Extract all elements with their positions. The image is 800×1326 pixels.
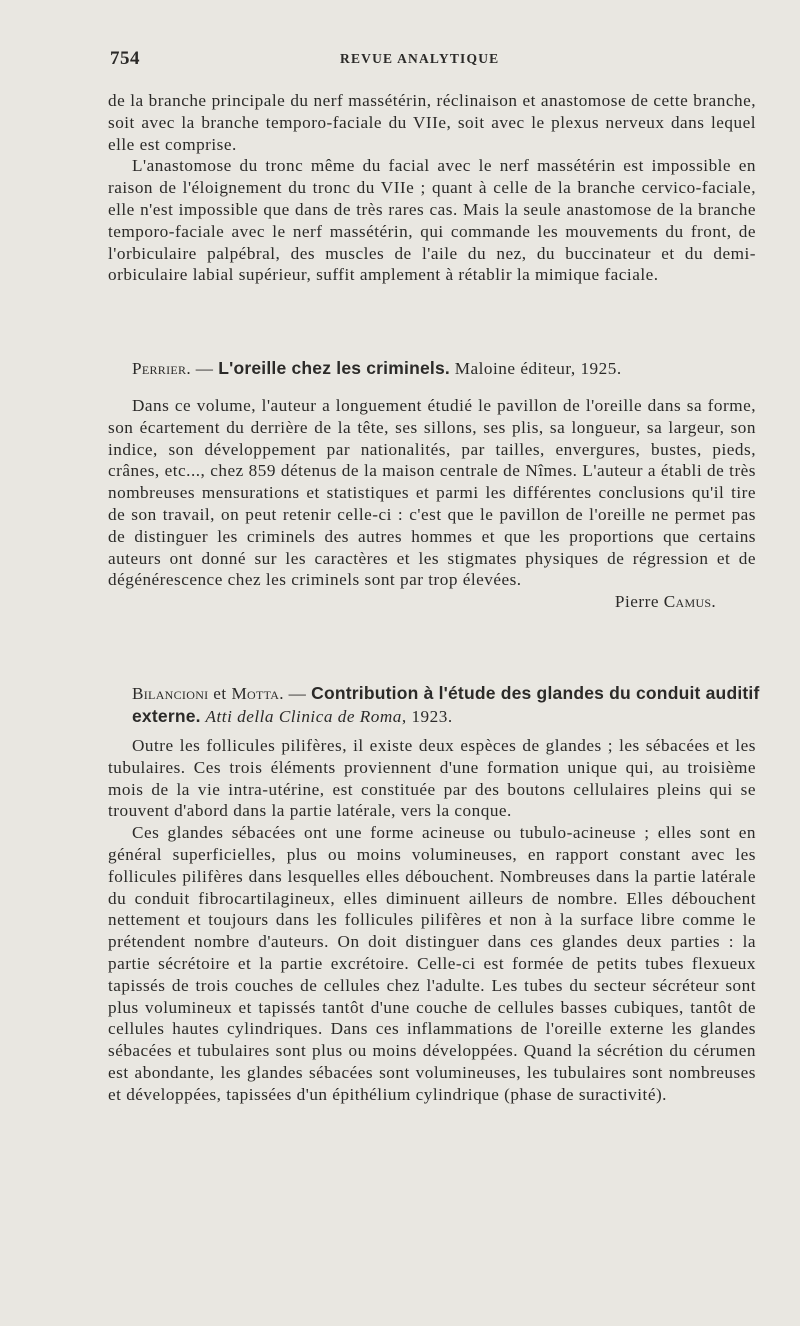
review-heading: [132, 682, 762, 728]
review-journal: Atti della Clinica de Roma: [205, 707, 402, 726]
review-heading: [132, 358, 772, 380]
review-title: Contribution à l'étude des glandes du conduit auditif externe.: [132, 683, 760, 726]
review-author: Motta.: [231, 684, 284, 703]
paragraph: de la branche principale du nerf massétérin, réclinaison et anastomose de cette branche, soit avec la branche temporo-faciale du VIIe, soit avec le plexus nerveux dans lequel elle est comprise.: [108, 91, 756, 154]
page-number: 754: [110, 48, 140, 69]
heading-dash: —: [283, 684, 312, 703]
review-body: [108, 395, 756, 613]
reviewer-first-name: Pierre: [614, 592, 664, 612]
paragraph: Outre les follicules pilifères, il existe deux espèces de glandes ; les sébacées et les tubulaires. Ces trois éléments proviennent d'une formation unique qui, au troisième mois de la vie intra-utérine, est constituée par des boutons cellulaires pleins qui se trouvent d'abord dans la partie latérale, vers la conque.: [108, 736, 756, 821]
page-header: [110, 48, 760, 74]
review-author: Perrier.: [132, 359, 191, 378]
paragraph: L'anastomose du tronc même du facial avec le nerf massétérin est impossible en raison de l'éloignement du tronc du VIIe ; quant à celle de la branche cervico-faciale, elle n'est impossible que dans de très rares cas. Mais la seule anastomose de la branche temporo-faciale avec le nerf massétérin, qui commande les mouvements du front, de l'orbiculaire palpébral, des muscles de l'aile du nez, du buccinateur et du demi-orbiculaire labial supérieur, suffit amplement à rétablir la mimique faciale.: [108, 156, 756, 285]
reviewer-signature: [108, 591, 756, 613]
reviewer-last-name: Camus.: [663, 592, 716, 612]
review-author: Bilancioni: [132, 684, 209, 703]
paragraph: Ces glandes sébacées ont une forme acineuse ou tubulo-acineuse ; elles sont en général superficielles, plus ou moins volumineuses, en rapport constant avec les follicules pilifères dans lesquelles elles débouchent. Nombreuses dans la partie latérale du conduit fibrocartilagineux, elles diminuent ailleurs de nombre. Elles débouchent nettement et toujours dans les follicules pilifères et non à la surface libre comme le prétendent nombre d'auteurs. On doit distinguer dans ces glandes deux parties : la partie sécrétoire et la partie excrétoire. Celle-ci est formée de petits tubes flexueux tapissés de trois couches de cellules chez l'adulte. Les tubes du secteur sécréteur sont plus volumineux et tapissés tantôt d'une couche de cellules basses cubiques, tantôt de cellules hautes cylindriques. Dans ces inflammations de l'oreille externe les glandes sébacées et tubulaires sont plus ou moins développées. Quand la sécrétion du cérumen est abondante, les glandes sébacées sont volumineuses, les tubulaires sont nombreuses et développées, tapissées d'un épithélium cylindrique (phase de suractivité).: [108, 823, 756, 1104]
review-year: , 1923.: [401, 707, 453, 726]
review-publisher: Maloine éditeur, 1925.: [449, 359, 622, 378]
running-title: REVUE ANALYTIQUE: [340, 51, 500, 66]
paragraph: Dans ce volume, l'auteur a longuement étudié le pavillon de l'oreille dans sa forme, son écartement du derrière de la tête, ses sillons, ses plis, sa longueur, sa largeur, son indice, son développement par nationalités, par tailles, envergures, bustes, pieds, crânes, etc..., chez 859 détenus de la maison centrale de Nîmes. L'auteur a établi de très nombreuses mensurations et statistiques et parmi les différentes conclusions qu'il tire de son travail, on peut retenir celle-ci : c'est que le pavillon de l'oreille ne permet pas de distinguer les criminels des autres hommes et que les proportions que certains auteurs ont donné sur les caractères et les stigmates physiques de régression et de dégénérescence chez les criminels sont par trop élevées.: [108, 396, 756, 590]
review-title: L'oreille chez les criminels.: [218, 358, 450, 378]
review-continuation: [108, 90, 756, 286]
review-body: [108, 735, 756, 1106]
author-conjunction: et: [208, 684, 232, 703]
heading-dash: —: [190, 359, 219, 378]
